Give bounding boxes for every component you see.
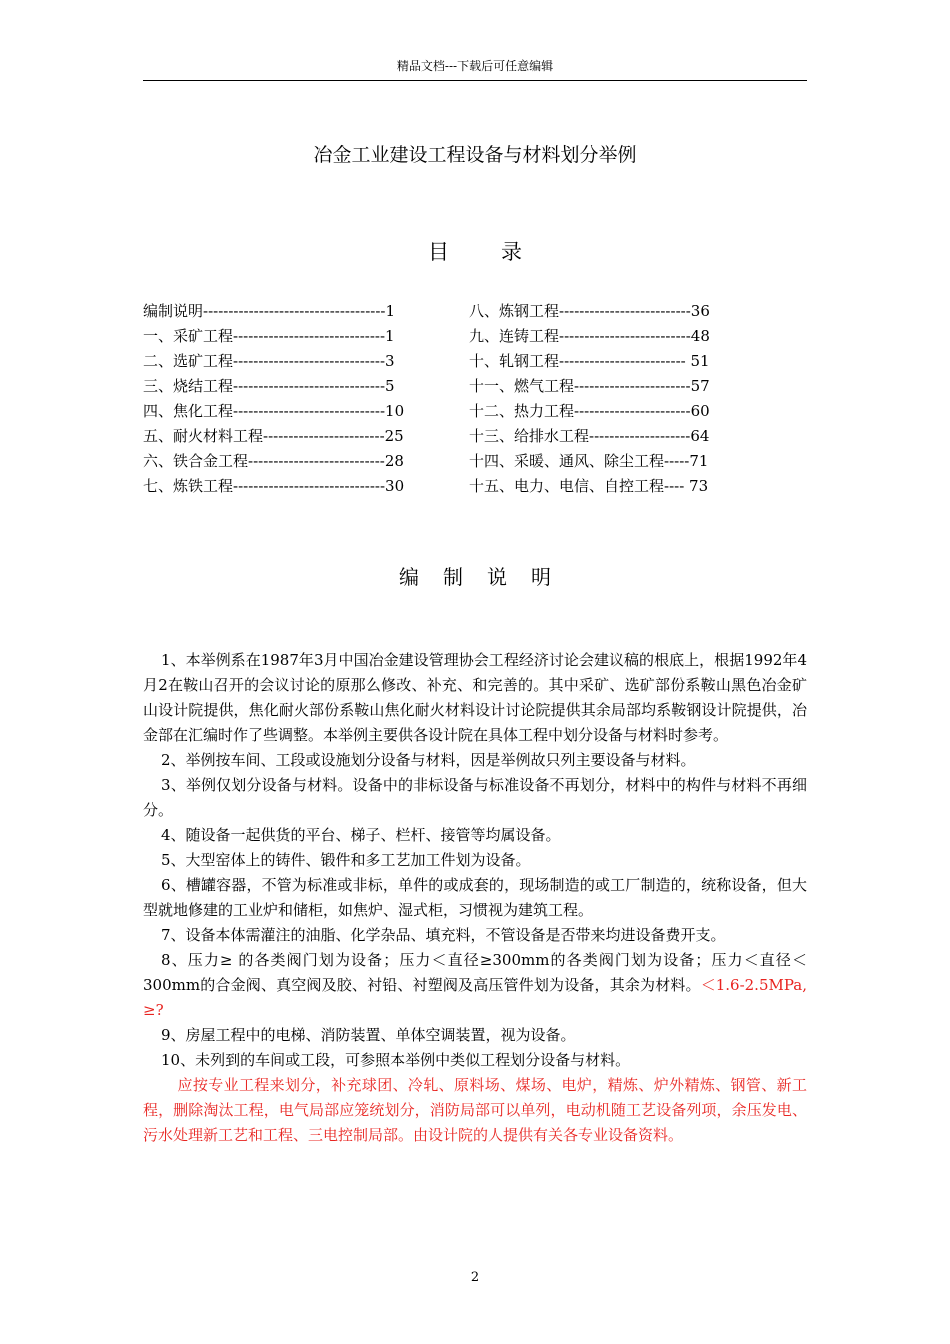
toc-entry[interactable]: 五、耐火材料工程------------------------25 [143, 427, 404, 445]
toc-entry[interactable]: 十三、给排水工程--------------------64 [469, 427, 710, 445]
section-title: 编制说明 [399, 565, 575, 589]
editor-note: 应按专业工程来划分，补充球团、冷轧、原料场、煤场、电炉，精炼、炉外精炼、钢管、新工程，删除淘汰工程，电气局部应笼统划分，消防局部可以单列，电动机随工艺设备列项，余压发电、污水处理新工艺和工程、三电控制局部。由设计院的人提供有关各专业设备资料。 [143, 1076, 807, 1144]
toc-entry[interactable]: 十五、电力、电信、自控工程---- 73 [469, 477, 709, 495]
paragraph: 10、未列到的车间或工段，可参照本举例中类似工程划分设备与材料。 [161, 1051, 631, 1069]
paragraph: 6、槽罐容器，不管为标准或非标，单件的或成套的，现场制造的或工厂制造的，统称设备，但大型就地修建的工业炉和储柜，如焦炉、湿式柜，习惯视为建筑工程。 [143, 876, 807, 919]
page-header: 精品文档---下载后可任意编辑 [396, 59, 554, 73]
toc-entry[interactable]: 一、采矿工程------------------------------1 [143, 327, 395, 345]
toc-entry[interactable]: 十、轧钢工程------------------------- 51 [469, 352, 710, 370]
toc-left-column [143, 299, 404, 499]
toc-entry[interactable]: 编制说明------------------------------------1 [143, 302, 396, 320]
toc-entry[interactable]: 十一、燃气工程-----------------------57 [469, 377, 710, 395]
toc-entry[interactable]: 二、选矿工程------------------------------3 [143, 352, 395, 370]
toc-entry[interactable]: 十二、热力工程-----------------------60 [469, 402, 710, 420]
paragraph-8 [143, 948, 807, 1023]
document-title: 冶金工业建设工程设备与材料划分举例 [313, 144, 637, 166]
header-divider [143, 80, 807, 81]
paragraph: 5、大型窑体上的铸件、锻件和多工艺加工件划为设备。 [161, 851, 531, 869]
paragraph: 7、设备本体需灌注的油脂、化学杂品、填充料，不管设备是否带来均进设备费开支。 [161, 926, 726, 944]
toc-entry[interactable]: 六、铁合金工程---------------------------28 [143, 452, 404, 470]
paragraph-8-text: 8、压力≥ 的各类阀门划为设备；压力＜直径≥300mm的各类阀门划为设备；压力＜直径＜300mm的合金阀、真空阀及胶、衬铅、衬塑阀及高压管件划为设备，其余为材料。 [143, 951, 807, 994]
toc-right-column [469, 299, 710, 499]
paragraph: 9、房屋工程中的电梯、消防装置、单体空调装置，视为设备。 [161, 1026, 576, 1044]
toc-entry[interactable]: 八、炼钢工程--------------------------36 [469, 302, 710, 320]
paragraph: 3、举例仅划分设备与材料。设备中的非标设备与标准设备不再划分，材料中的构件与材料不再细分。 [143, 776, 807, 819]
paragraph: 2、举例按车间、工段或设施划分设备与材料，因是举例故只列主要设备与材料。 [161, 751, 696, 769]
toc-entry[interactable]: 三、烧结工程------------------------------5 [143, 377, 395, 395]
toc-entry[interactable]: 九、连铸工程--------------------------48 [469, 327, 710, 345]
toc-entry[interactable]: 四、焦化工程------------------------------10 [143, 402, 405, 420]
toc-entry[interactable]: 十四、采暖、通风、除尘工程-----71 [469, 452, 709, 470]
page-number: 2 [470, 1270, 480, 1285]
pressure-annotation: ＜1.6-2.5MPa, ≥? [143, 976, 807, 1019]
paragraph: 4、随设备一起供货的平台、梯子、栏杆、接管等均属设备。 [161, 826, 561, 844]
paragraph: 1、本举例系在1987年3月中国冶金建设管理协会工程经济讨论会建议稿的根底上，根据1992年4月2在鞍山召开的会议讨论的原那么修改、补充、和完善的。其中采矿、选矿部份系鞍山黑色冶金矿山设计院提供，焦化耐火部份系鞍山焦化耐火材料设计讨论院提供其余局部均系鞍钢设计院提供，冶金部在汇编时作了些调整。本举例主要供各设计院在具体工程中划分设备与材料时参考。 [143, 651, 807, 744]
toc-entry[interactable]: 七、炼铁工程------------------------------30 [143, 477, 405, 495]
toc-title: 目录 [428, 240, 574, 264]
section-body [143, 648, 807, 1148]
